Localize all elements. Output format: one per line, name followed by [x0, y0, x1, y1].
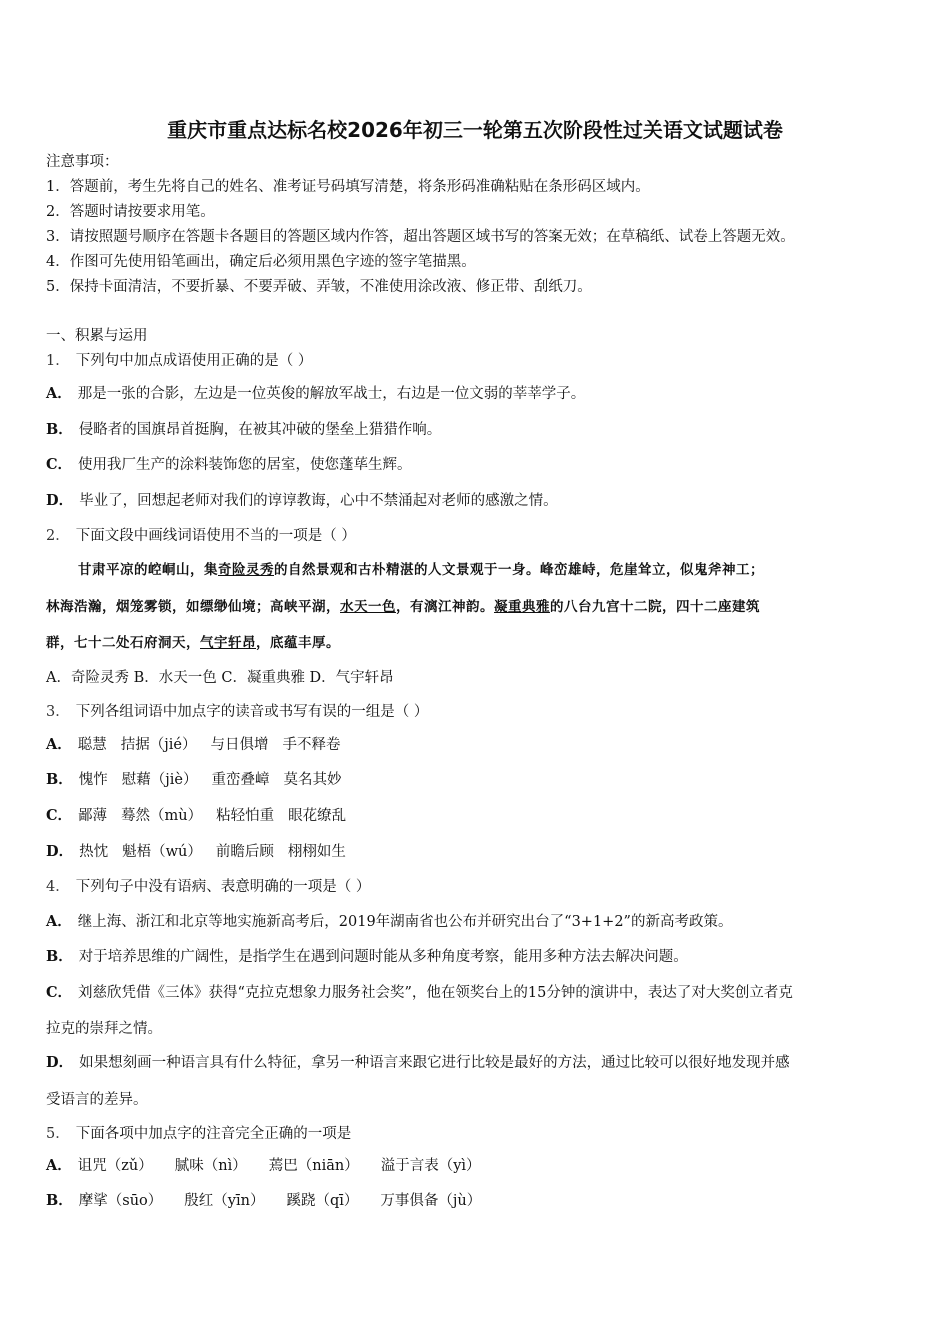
- word: 蓦然（mù）: [121, 808, 203, 824]
- q5-option-a: [46, 1156, 910, 1176]
- option-letter: C．: [46, 456, 73, 473]
- passage-text: 林海浩瀚，烟笼雾锁，如缥缈仙境；高峡平湖，: [46, 599, 340, 615]
- passage-text: 群，七十二处石府洞天，: [46, 635, 200, 651]
- question-5-stem: [46, 1124, 910, 1144]
- word: 慰藉（jiè）: [121, 772, 198, 788]
- q4-option-d: [46, 1053, 910, 1073]
- word: 诅咒（zǔ）: [77, 1158, 153, 1174]
- option-text: 使用我厂生产的涂料装饰您的居室，使您蓬荜生辉。: [78, 457, 412, 473]
- passage-text: 的八台九宫十二院，四十二座建筑: [550, 599, 760, 615]
- underlined-term: 气宇轩昂: [200, 635, 256, 651]
- notice-item: 2．答题时请按要求用笔。: [46, 204, 215, 220]
- option-text: 侵略者的国旗昂首挺胸，在被其冲破的堡垒上猎猎作响。: [78, 422, 442, 438]
- passage-line: [46, 597, 910, 617]
- option-letter: A．: [46, 1157, 72, 1174]
- question-4-stem: [46, 877, 910, 897]
- notice-item: 5．保持卡面清洁，不要折暴、不要弄破、弄皱，不准使用涂改液、修正带、刮纸刀。: [46, 279, 592, 295]
- option-letter: B．: [46, 1192, 73, 1209]
- option-letter: A．: [46, 913, 72, 930]
- word: 前瞻后顾: [215, 844, 274, 860]
- underlined-term: 凝重典雅: [494, 599, 550, 615]
- option-letter: A．: [46, 736, 72, 753]
- word: 拮据（jié）: [120, 737, 197, 753]
- option-letter: A．: [46, 385, 72, 402]
- q4-option-c: [46, 983, 910, 1003]
- q5-option-b: [46, 1191, 910, 1211]
- q4-option-c-cont: 拉克的崇拜之情。: [46, 1021, 162, 1037]
- q4-option-b: [46, 947, 910, 967]
- section-heading: 一、积累与运用: [46, 328, 148, 344]
- passage-text: ，底蕴丰厚。: [256, 635, 340, 651]
- option-text: 继上海、浙江和北京等地实施新高考后，2019年湖南省也公布并研究出台了“3+1+2”的新高考政策。: [77, 914, 733, 930]
- word: 手不释卷: [282, 737, 341, 753]
- q2-options: A．奇险灵秀 B．水天一色 C．凝重典雅 D．气宇轩昂: [46, 670, 394, 686]
- option-letter: D．: [46, 492, 74, 509]
- word: 热忱: [79, 844, 109, 860]
- word: 腻味（nì）: [174, 1158, 247, 1174]
- question-text: 下列句子中没有语病、表意明确的一项是（ ）: [75, 879, 371, 895]
- question-number: 3．: [46, 704, 70, 720]
- option-text: 对于培养思维的广阔性，是指学生在遇到问题时能从多种角度考察，能用多种方法去解决问题。: [78, 949, 688, 965]
- option-letter: D．: [46, 1054, 74, 1071]
- word: 莫名其妙: [283, 772, 342, 788]
- underlined-term: 奇险灵秀: [218, 562, 274, 578]
- word: 与日俱增: [210, 737, 269, 753]
- passage-text: 甘肃平凉的崆峒山，集: [78, 562, 218, 578]
- option-letter: C．: [46, 807, 73, 824]
- word: 愧怍: [78, 772, 108, 788]
- option-letter: B．: [46, 948, 73, 965]
- option-letter: B．: [46, 421, 73, 438]
- question-number: 5．: [46, 1126, 70, 1142]
- word: 摩挲（sūo）: [78, 1193, 163, 1209]
- page-title: 重庆市重点达标名校2026年初三一轮第五次阶段性过关语文试题试卷: [167, 118, 783, 142]
- notice-item: 4．作图可先使用铅笔画出，确定后必须用黑色字迹的签字笔描黑。: [46, 254, 476, 270]
- option-text: 刘慈欣凭借《三体》获得“克拉克想象力服务社会奖”，他在领奖台上的15分钟的演讲中，表达了对大奖创立者克: [78, 985, 793, 1001]
- notice-heading: 注意事项：: [46, 154, 119, 170]
- option-text: 毕业了，回想起老师对我们的谆谆教诲，心中不禁涌起对老师的感激之情。: [79, 493, 558, 509]
- passage-text: ，有漓江神韵。: [396, 599, 494, 615]
- notice-item: 3．请按照题号顺序在答题卡各题目的答题区域内作答，超出答题区域书写的答案无效；在草稿纸、试卷上答题无效。: [46, 229, 795, 245]
- word: 眼花缭乱: [288, 808, 347, 824]
- question-number: 1．: [46, 353, 70, 369]
- word: 蹊跷（qī）: [286, 1193, 359, 1209]
- question-number: 4．: [46, 879, 70, 895]
- question-text: 下面文段中画线词语使用不当的一项是（ ）: [75, 528, 356, 544]
- question-text: 下列各组词语中加点字的读音或书写有误的一组是（ ）: [75, 704, 429, 720]
- question-text: 下面各项中加点字的注音完全正确的一项是: [75, 1126, 352, 1142]
- word: 溢于言表（yì）: [380, 1158, 481, 1174]
- word: 重峦叠嶂: [211, 772, 270, 788]
- question-number: 2．: [46, 528, 70, 544]
- word: 鄙薄: [78, 808, 108, 824]
- q1-option-b: [46, 420, 910, 440]
- passage-line: [46, 633, 910, 653]
- word: 殷红（yīn）: [184, 1193, 265, 1209]
- notice-item: 1．答题前，考生先将自己的姓名、准考证号码填写清楚，将条形码准确粘贴在条形码区域内。: [46, 179, 650, 195]
- q4-option-a: [46, 912, 910, 932]
- option-letter: D．: [46, 843, 74, 860]
- q3-option-d: [46, 842, 910, 862]
- word: 栩栩如生: [287, 844, 346, 860]
- q1-option-d: [46, 491, 910, 511]
- question-text: 下列句中加点成语使用正确的是（ ）: [75, 353, 313, 369]
- option-letter: B．: [46, 771, 73, 788]
- q3-option-a: [46, 735, 910, 755]
- word: 魁梧（wú）: [122, 844, 202, 860]
- option-text: 那是一张的合影，左边是一位英俊的解放军战士，右边是一位文弱的莘莘学子。: [77, 386, 586, 402]
- question-1-stem: [46, 351, 910, 371]
- word: 聪慧: [77, 737, 107, 753]
- option-text: 如果想刻画一种语言具有什么特征，拿另一种语言来跟它进行比较是最好的方法，通过比较可以很好地发现并感: [79, 1055, 790, 1071]
- word: 粘轻怕重: [216, 808, 275, 824]
- word: 蔫巴（niān）: [268, 1158, 359, 1174]
- passage-text: 的自然景观和古朴精湛的人文景观于一身。峰峦雄峙，危崖耸立，似鬼斧神工；: [274, 562, 764, 578]
- option-letter: C．: [46, 984, 73, 1001]
- question-3-stem: [46, 702, 910, 722]
- word: 万事俱备（jù）: [380, 1193, 482, 1209]
- q1-option-c: [46, 455, 910, 475]
- q3-option-b: [46, 770, 910, 790]
- q4-option-d-cont: 受语言的差异。: [46, 1092, 148, 1108]
- q3-option-c: [46, 806, 910, 826]
- underlined-term: 水天一色: [340, 599, 396, 615]
- question-2-stem: [46, 526, 910, 546]
- q1-option-a: [46, 384, 910, 404]
- passage-line: [78, 560, 910, 580]
